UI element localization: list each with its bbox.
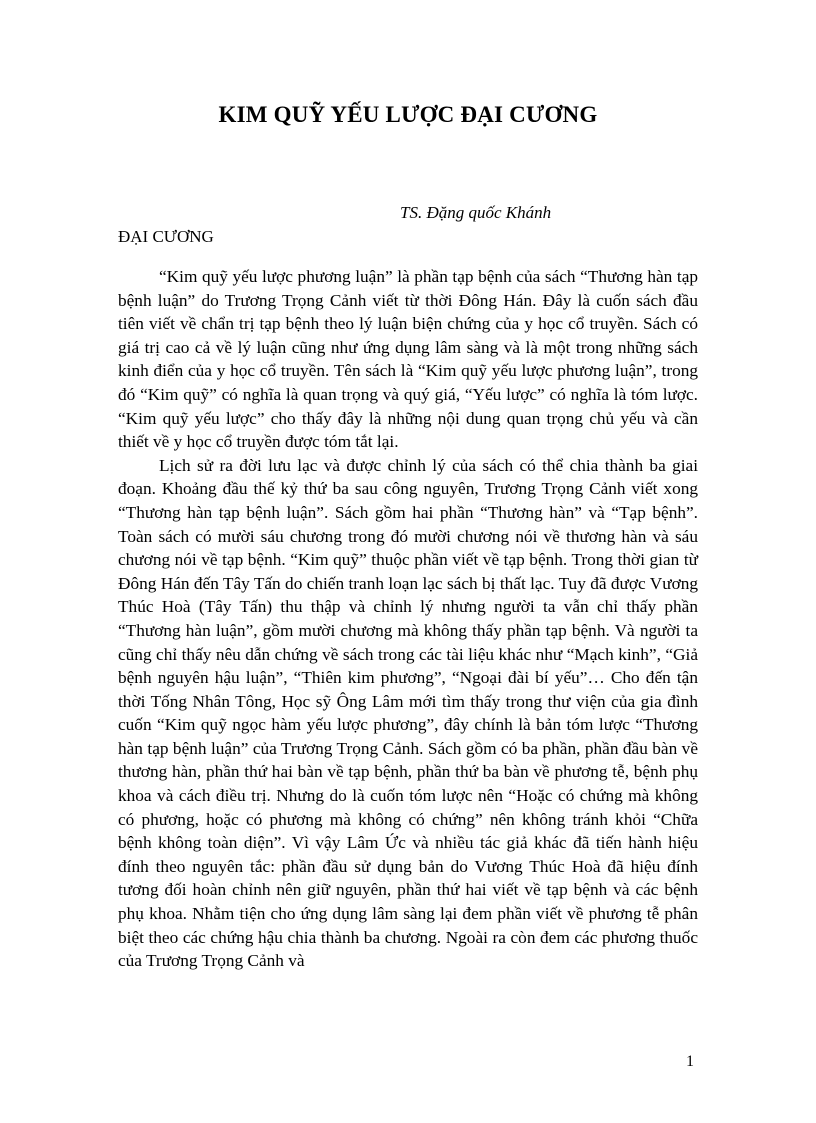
paragraph: “Kim quỹ yếu lược phương luận” là phần tạp bệnh của sách “Thương hàn tạp bệnh luận” do Trương Trọng Cảnh viết từ thời Đông Hán. Đây là cuốn sách đầu tiên viết về chẩn trị tạp bệnh theo lý luận biện chứng của y học cổ truyền. Sách có giá trị cao cả về lý luận cũng như ứng dụng lâm sàng và là một trong những sách kinh điển của y học cổ truyền. Tên sách là “Kim quỹ yếu lược phương luận”, trong đó “Kim quỹ” có nghĩa là quan trọng và quý giá, “Yếu lược” có nghĩa là tóm lược. “Kim quỹ yếu lược” cho thấy đây là những nội dung quan trọng chủ yếu và cần thiết về y học cổ truyền được tóm tắt lại.: [118, 267, 698, 452]
page-number: 1: [686, 1053, 694, 1070]
document-title: KIM QUỸ YẾU LƯỢC ĐẠI CƯƠNG: [218, 102, 598, 127]
paragraph: Lịch sử ra đời lưu lạc và được chỉnh lý của sách có thể chia thành ba giai đoạn. Khoảng đầu thế kỷ thứ ba sau công nguyên, Trương Trọng Cảnh viết xong “Thương hàn tạp bệnh luận”. Sách gồm hai phần “Thương hàn” và “Tạp bệnh”. Toàn sách có mười sáu chương trong đó mười chương nói về thương hàn và sáu chương nói về tạp bệnh. “Kim quỹ” thuộc phần viết về tạp bệnh. Trong thời gian từ Đông Hán đến Tây Tấn do chiến tranh loạn lạc sách bị thất lạc. Tuy đã được Vương Thúc Hoà (Tây Tấn) thu thập và chỉnh lý nhưng người ta vẫn chỉ thấy phần “Thương hàn luận”, gồm mười chương mà không thấy phần tạp bệnh. Và người ta cũng chỉ thấy nêu dẫn chứng về sách trong các tài liệu khác như “Mạch kinh”, “Giả bệnh nguyên hậu luận”, “Thiên kim phương”, “Ngoại đài bí yếu”… Cho đến tận thời Tống Nhân Tông, Học sỹ Ông Lâm mới tìm thấy trong thư viện của gia đình cuốn “Kim quỹ ngọc hàm yếu lược phương”, đây chính là bản tóm lược “Thương hàn tạp bệnh luận” của Trương Trọng Cảnh. Sách gồm có ba phần, phần đầu bàn về thương hàn, phần thứ hai bàn về tạp bệnh, phần thứ ba bàn về phương tễ, bệnh phụ khoa và cách điều trị. Nhưng do là cuốn tóm lược nên “Hoặc có chứng mà không có phương, hoặc có phương mà không có chứng” nên không tránh khỏi “Chữa bệnh không toàn diện”. Vì vậy Lâm Ức và nhiều tác giả khác đã tiến hành hiệu đính theo nguyên tắc: phần đầu sử dụng bản do Vương Thúc Hoà đã hiệu đính tương đối hoàn chỉnh nên giữ nguyên, phần thứ hai viết về tạp bệnh và các bệnh phụ khoa. Nhằm tiện cho ứng dụng lâm sàng lại đem phần viết về phương tễ phân biệt theo các chứng hậu chia thành ba chương. Ngoài ra còn đem các phương thuốc của Trương Trọng Cảnh và: [118, 455, 698, 971]
section-heading: ĐẠI CƯƠNG: [118, 227, 214, 246]
body-text: [118, 265, 698, 973]
author-line: TS. Đặng quốc Khánh: [400, 203, 552, 222]
